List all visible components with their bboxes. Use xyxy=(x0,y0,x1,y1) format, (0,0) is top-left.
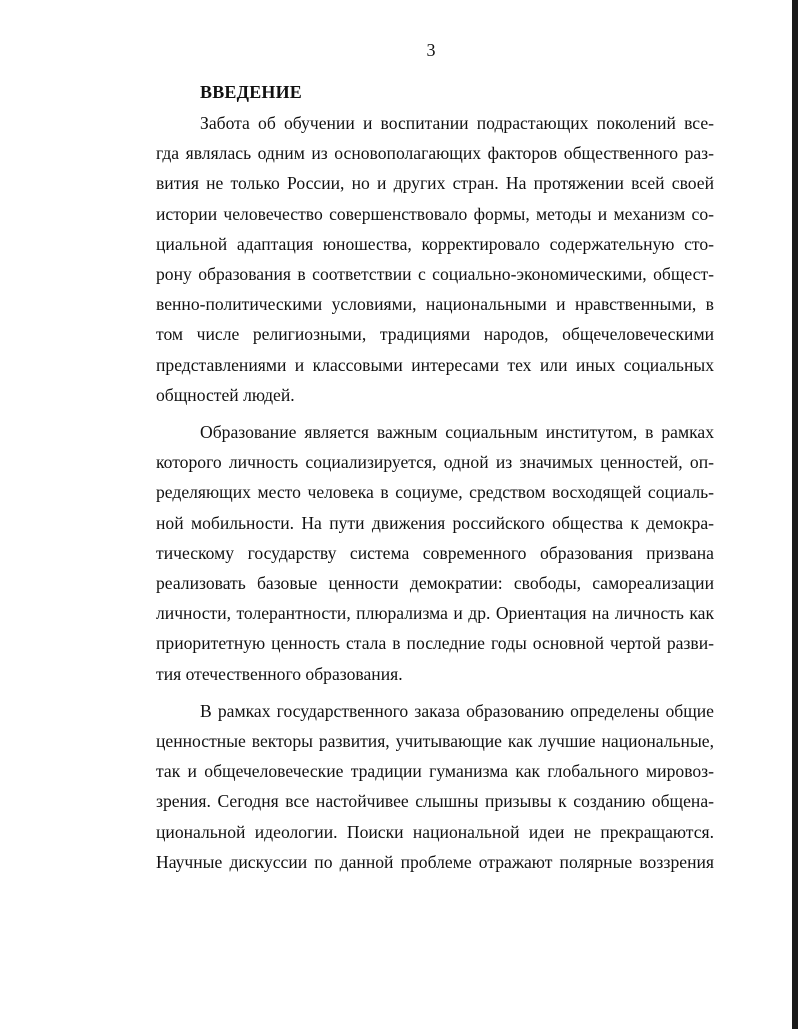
text-line: ной мобильности. На пути движения российского общества к демокра- xyxy=(156,513,714,533)
text-line: ценностные векторы развития, учитывающие как лучшие национальные, xyxy=(156,731,714,751)
text-line: тия отечественного образования. xyxy=(156,664,403,684)
text-line: Образование является важным социальным институтом, в рамках xyxy=(200,422,714,442)
text-line: Забота об обучении и воспитании подрастающих поколений все- xyxy=(200,113,714,133)
section-heading: ВВЕДЕНИЕ xyxy=(200,82,303,102)
text-line: истории человечество совершенствовало формы, методы и механизм со- xyxy=(156,204,714,224)
text-line: реализовать базовые ценности демократии: свободы, самореализации xyxy=(156,573,714,593)
text-line: рону образования в соответствии с социально-экономическими, общест- xyxy=(156,264,714,284)
text-line: ределяющих место человека в социуме, средством восходящей социаль- xyxy=(156,482,714,502)
scan-edge xyxy=(792,0,798,1029)
text-line: венно-политическими условиями, национальными и нравственными, в xyxy=(156,294,714,314)
text-line: циальной адаптация юношества, корректировало содержательную сто- xyxy=(156,234,714,254)
text-line: личности, толерантности, плюрализма и др. Ориентация на личность как xyxy=(156,603,714,623)
text-line: которого личность социализируется, одной из значимых ценностей, оп- xyxy=(156,452,714,472)
text-line: общностей людей. xyxy=(156,385,295,405)
text-line: вития не только России, но и других стран. На протяжении всей своей xyxy=(156,173,714,193)
text-line: представлениями и классовыми интересами тех или иных социальных xyxy=(156,355,714,375)
text-line: том числе религиозными, традициями народов, общечеловеческими xyxy=(156,324,714,344)
text-line: Научные дискуссии по данной проблеме отражают полярные воззрения xyxy=(156,852,714,872)
text-line: так и общечеловеческие традиции гуманизма как глобального мировоз- xyxy=(156,761,714,781)
text-line: циональной идеологии. Поиски национальной идеи не прекращаются. xyxy=(156,822,714,842)
text-line: зрения. Сегодня все настойчивее слышны призывы к созданию общена- xyxy=(156,791,714,811)
text-line: В рамках государственного заказа образованию определены общие xyxy=(200,701,714,721)
text-line: тическому государству система современного образования призвана xyxy=(156,543,714,563)
text-line: гда являлась одним из основополагающих факторов общественного раз- xyxy=(156,143,714,163)
text-line: приоритетную ценность стала в последние годы основной чертой разви- xyxy=(156,633,714,653)
page-number: 3 xyxy=(426,40,436,60)
